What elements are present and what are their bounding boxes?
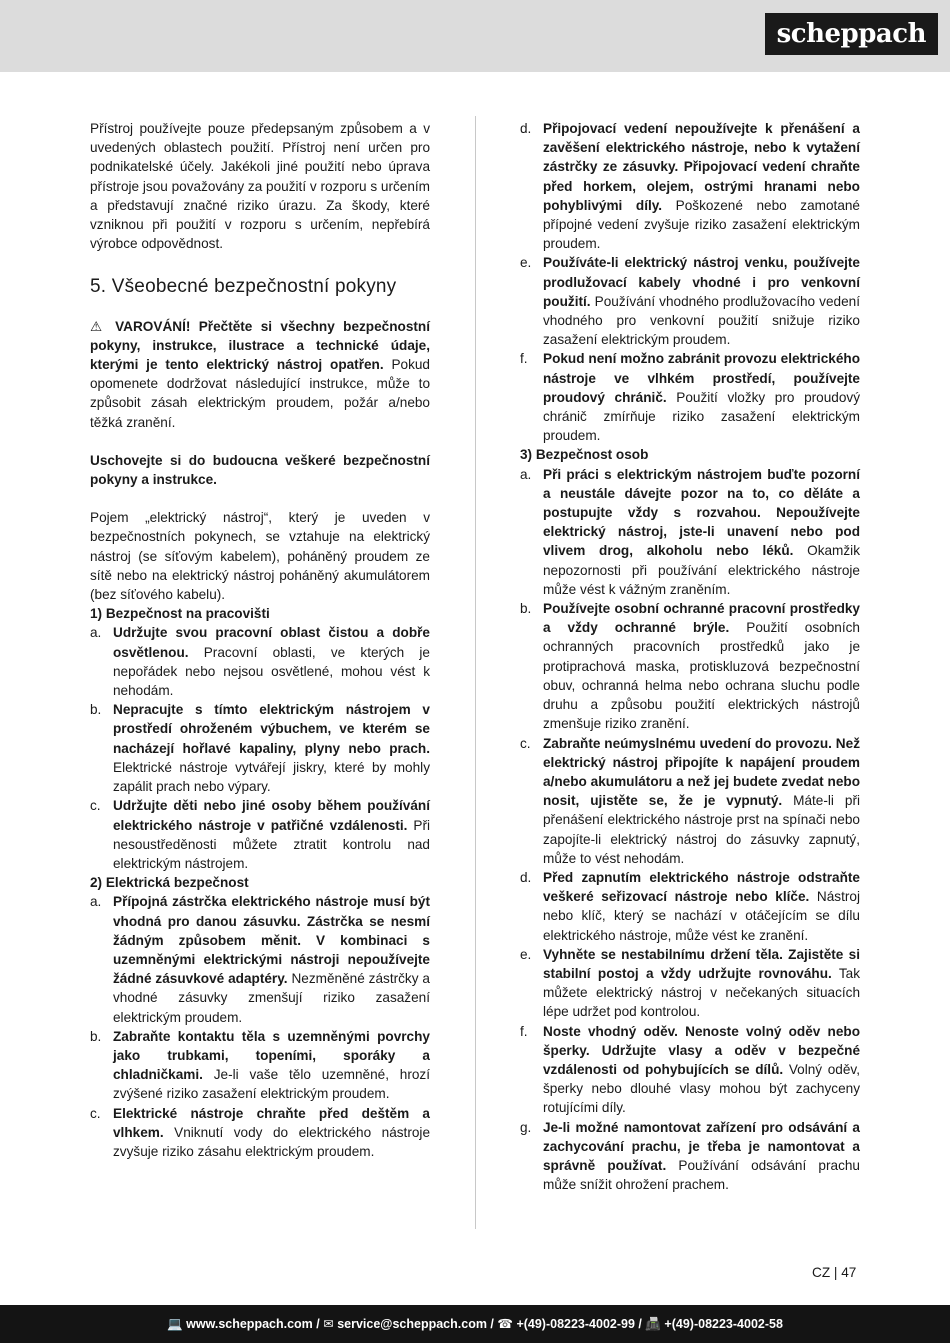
list-personal-safety bbox=[520, 465, 860, 1195]
laptop-icon: 💻 bbox=[167, 1317, 183, 1331]
fax-icon: 📠 bbox=[645, 1317, 661, 1331]
subsection-title-3: 3) Bezpečnost osob bbox=[520, 447, 649, 463]
page-number: CZ | 47 bbox=[812, 1265, 857, 1280]
list-item: a. Udržujte svou pracovní oblast čistou a dobře osvětlenou. Pracovní oblasti, ve kterých je nepořádek nebo nejsou osvětlené, mohou vést k nehodám. bbox=[90, 625, 430, 699]
subsection-title-2: 2) Elektrická bezpečnost bbox=[90, 875, 249, 891]
warning-bold: VAROVÁNÍ! Přečtěte si všechny bezpečnostní pokyny, instrukce, ilustrace a technické údaje, kterými je tento elektrický nástroj opatřen. bbox=[90, 318, 431, 373]
warning-text: Pokud opomenete dodržovat následující instrukce, může to způsobit zásah elektrickým proudem, požár a/nebo těžká zranění. bbox=[90, 357, 430, 430]
footer-bar: 💻 www.scheppach.com / ✉ service@scheppach.com / ☎ +(49)-08223-4002-99 / 📠 +(49)-08223-4002-58 bbox=[0, 1305, 950, 1343]
list-item: b. Používejte osobní ochranné pracovní prostředky a vždy ochranné brýle. Použití osobních ochranných pracovních prostředků jako je protiprachová maska, protiskluzová bezpečnostní obuv, ochranná helma nebo ochrana sluchu podle druhu a způsobu použití elektrických nástrojů zmenšuje riziko zranění. bbox=[520, 601, 860, 732]
list-item: d. Před zapnutím elektrického nástroje odstraňte veškeré seřizovací nástroje nebo klíče. Nástroj nebo klíč, který se nachází v otáčejícím se dílu elektrického nástroje, může vést ke zranění. bbox=[520, 869, 860, 943]
subsection-title-1: 1) Bezpečnost na pracovišti bbox=[90, 606, 270, 622]
list-item: c. Udržujte děti nebo jiné osoby během používání elektrického nástroje v patřičné vzdálenosti. Při nesoustředěnosti můžete ztratit kontrolu nad elektrickým nástrojem. bbox=[90, 798, 431, 871]
list-item: f. Pokud není možno zabránit provozu elektrického nástroje ve vlhkém prostředí, používejte proudový chránič. Použití vložky pro proudový chránič zmírňuje riziko zasažení elektrickým proudem. bbox=[520, 351, 860, 444]
footer-website[interactable]: www.scheppach.com bbox=[186, 1317, 313, 1331]
brand-logo: scheppach bbox=[765, 13, 938, 55]
warning-triangle-icon: ⚠ bbox=[90, 318, 107, 334]
list-electrical-safety bbox=[90, 892, 430, 1161]
list-item: a. Při práci s elektrickým nástrojem buďte pozorní a neustále dávejte pozor na to, co děláte a postupujte vždy s rozvahou. Nepoužívejte elektrický nástroj, jste-li unavení nebo pod vlivem drog, alkoholu nebo léků. Okamžik nepozornosti při používání elektrického nástroje může vést k vážným zraněním. bbox=[520, 466, 860, 597]
footer-email[interactable]: service@scheppach.com bbox=[337, 1317, 487, 1331]
term-paragraph: Pojem „elektrický nástroj“, který je uveden v bezpečnostních pokynech, se vztahuje na elektrický nástroj (se síťovým kabelem), poháněný proudem ze sítě nebo na elektrický nástroj poháněný akumulátorem (bez síťového kabelu). bbox=[90, 510, 430, 603]
telephone-icon: ☎ bbox=[497, 1317, 513, 1331]
section-title: 5. Všeobecné bezpečnostní pokyny bbox=[90, 276, 397, 298]
warning-paragraph bbox=[90, 317, 430, 432]
list-item: c. Zabraňte neúmyslnému uvedení do provozu. Než elektrický nástroj připojíte k napájení proudem a/nebo akumulátoru a než jej budete zvedat nebo nosit, ujistěte se, že je vypnutý. Máte-li při přenášení elektrického nástroje prst na spínači nebo zapojíte-li elektrický nástroj do zásuvky zapnutý, může to vést nehodám. bbox=[520, 735, 860, 866]
list-item: a. Přípojná zástrčka elektrického nástroje musí být vhodná pro danou zásuvku. Zástrčka se nesmí žádným způsobem měnit. V kombinaci s uzemněnými elektrickými nástroji nepoužívejte žádné zásuvkové adaptéry. Nezměněné zástrčky a vhodné zásuvky zmenšují riziko zasažení elektrickým proudem. bbox=[90, 894, 430, 1025]
intro-paragraph: Přístroj používejte pouze předepsaným způsobem a v uvedených oblastech použití. Přístroj není určen pro podnikatelské účely. Jakékoli jiné použití nebo úprava přístroje jsou považovány za použití v rozporu s určením a představují značné riziko úrazu. Za škody, které vzniknou při použití v rozporu s určením, nepřebírá výrobce odpovědnost. bbox=[90, 121, 431, 252]
footer-fax[interactable]: +(49)-08223-4002-58 bbox=[664, 1317, 783, 1331]
list-item: b. Zabraňte kontaktu těla s uzemněnými povrchy jako trubkami, topeními, sporáky a chladničkami. Je-li vaše tělo uzemněné, hrozí zvýšené riziko zasažení elektrickým proudem. bbox=[90, 1028, 430, 1102]
list-item: f. Noste vhodný oděv. Nenoste volný oděv nebo šperky. Udržujte vlasy a oděv v bezpečné vzdálenosti od pohybujících se dílů. Volný oděv, šperky nebo dlouhé vlasy mohou být zachyceny rotujícími díly. bbox=[520, 1023, 860, 1116]
right-column bbox=[520, 119, 860, 1194]
list-item: e. Vyhněte se nestabilnímu držení těla. Zajistěte si stabilní postoj a vždy udržujte rovnováhu. Tak můžete elektrický nástroj v nečekaných situacích lépe udržet pod kontrolou. bbox=[520, 946, 861, 1020]
envelope-icon: ✉ bbox=[323, 1317, 334, 1331]
list-item: d. Připojovací vedení nepoužívejte k přenášení a zavěšení elektrického nástroje, nebo k vytažení zástrčky ze zásuvky. Připojovací vedení chraňte před horkem, olejem, ostrými hranami nebo pohyblivými díly. Poškozené nebo zamotané přípojné vedení zvyšuje riziko zasažení elektrickým proudem. bbox=[520, 121, 860, 252]
column-divider bbox=[475, 116, 476, 1229]
left-column bbox=[90, 119, 430, 1161]
keep-instructions: Uschovejte si do budoucna veškeré bezpečnostní pokyny a instrukce. bbox=[90, 452, 430, 488]
list-item: b. Nepracujte s tímto elektrickým nástrojem v prostředí ohroženém výbuchem, ve kterém se nacházejí hořlavé kapaliny, plyny nebo prach. Elektrické nástroje vytvářejí jiskry, které by mohly zapálit prach nebo výpary. bbox=[90, 702, 430, 795]
list-item: c. Elektrické nástroje chraňte před deštěm a vlhkem. Vniknutí vody do elektrického nástroje zvyšuje riziko zásahu elektrickým proudem. bbox=[90, 1105, 430, 1159]
list-workplace-safety bbox=[90, 623, 430, 873]
footer-phone[interactable]: +(49)-08223-4002-99 bbox=[516, 1317, 635, 1331]
list-electrical-safety-cont bbox=[520, 119, 860, 445]
list-item: g. Je-li možné namontovat zařízení pro odsávání a zachycování prachu, je třeba je namontovat a správně používat. Používání odsávání prachu může snížit ohrožení prachem. bbox=[520, 1119, 860, 1193]
list-item: e. Používáte-li elektrický nástroj venku, používejte prodlužovací kabely vhodné i pro venkovní použití. Používání vhodného prodlužovacího vedení vhodného pro venkovní použití snižuje riziko zasažení elektrickým proudem. bbox=[520, 255, 860, 348]
